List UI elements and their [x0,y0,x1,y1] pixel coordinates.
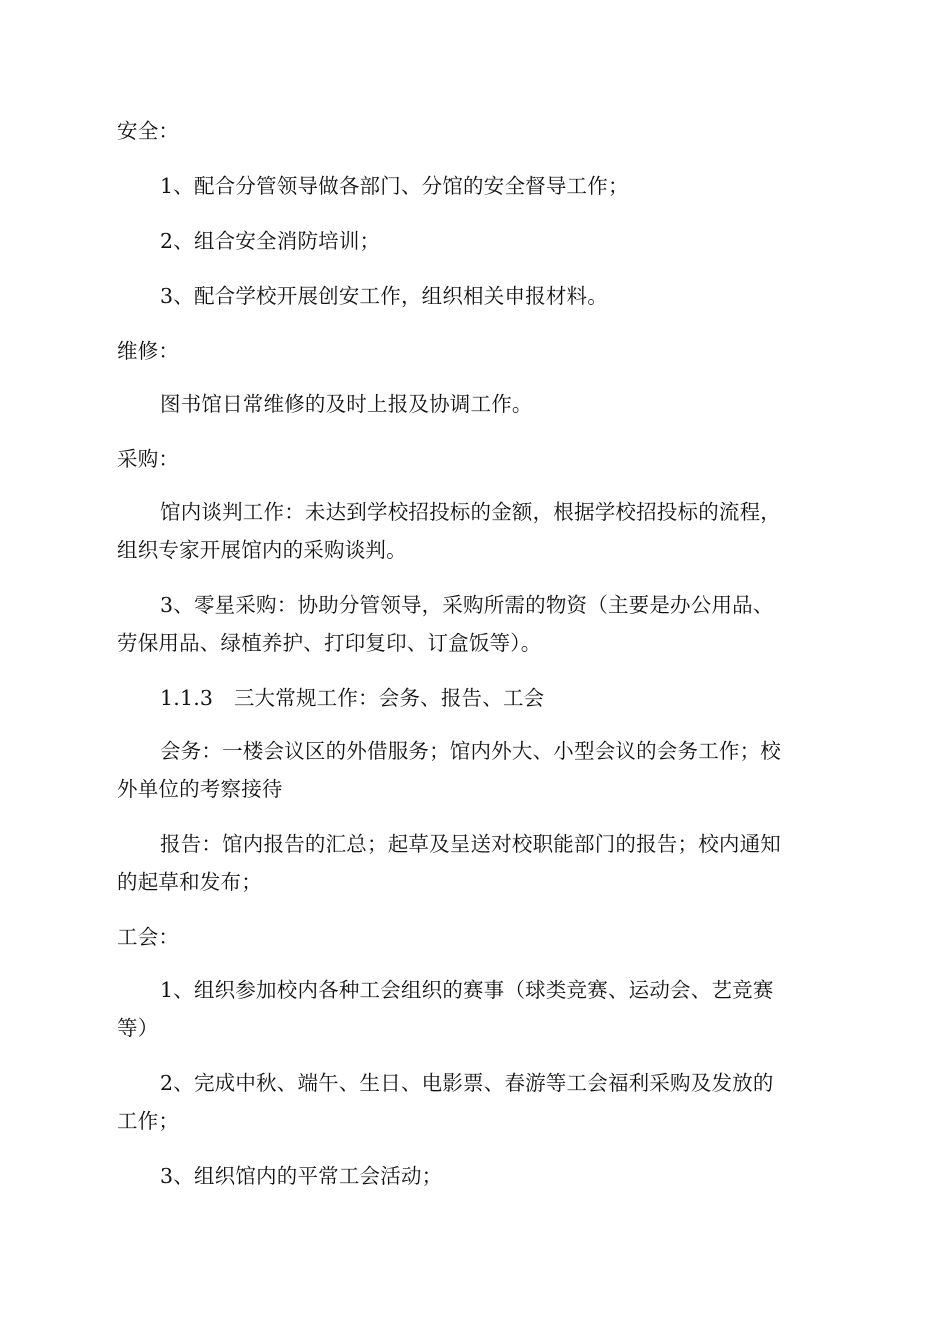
meeting-line-1: 会务：一楼会议区的外借服务；馆内外大、小型会议的会务工作；校 [160,739,781,763]
purchase-para-1-line-2: 组织专家开展馆内的采购谈判。 [117,538,407,562]
union-item-2-line-2: 工作； [117,1109,180,1133]
section-title: 1.1.3 三大常规工作：会务、报告、工会 [160,686,545,710]
meeting-line-2: 外单位的考察接待 [117,777,283,801]
safety-item-3: 3、配合学校开展创安工作，组织相关申报材料。 [160,284,608,308]
safety-heading: 安全： [117,119,180,143]
safety-item-2: 2、组合安全消防培训； [160,229,381,253]
purchase-heading: 采购： [117,447,180,471]
safety-item-1: 1、配合分管领导做各部门、分馆的安全督导工作； [160,174,629,198]
purchase-para-2-line-1: 3、零星采购：协助分管领导，采购所需的物资（主要是办公用品、 [160,593,774,617]
purchase-para-2-line-2: 劳保用品、绿植养护、打印复印、订盒饭等）。 [117,631,542,655]
union-heading: 工会： [117,925,180,949]
union-item-1-line-1: 1、组织参加校内各种工会组织的赛事（球类竞赛、运动会、艺竞赛 [160,978,774,1002]
report-line-2: 的起草和发布； [117,870,262,894]
repair-text: 图书馆日常维修的及时上报及协调工作。 [160,392,533,416]
union-item-1-line-2: 等） [117,1016,159,1040]
union-item-2-line-1: 2、完成中秋、端午、生日、电影票、春游等工会福利采购及发放的 [160,1071,774,1095]
report-line-1: 报告：馆内报告的汇总；起草及呈送对校职能部门的报告；校内通知 [160,832,781,856]
purchase-para-1-line-1: 馆内谈判工作：未达到学校招投标的金额，根据学校招投标的流程， [160,500,781,524]
repair-heading: 维修： [117,339,180,363]
union-item-3: 3、组织馆内的平常工会活动； [160,1164,443,1188]
